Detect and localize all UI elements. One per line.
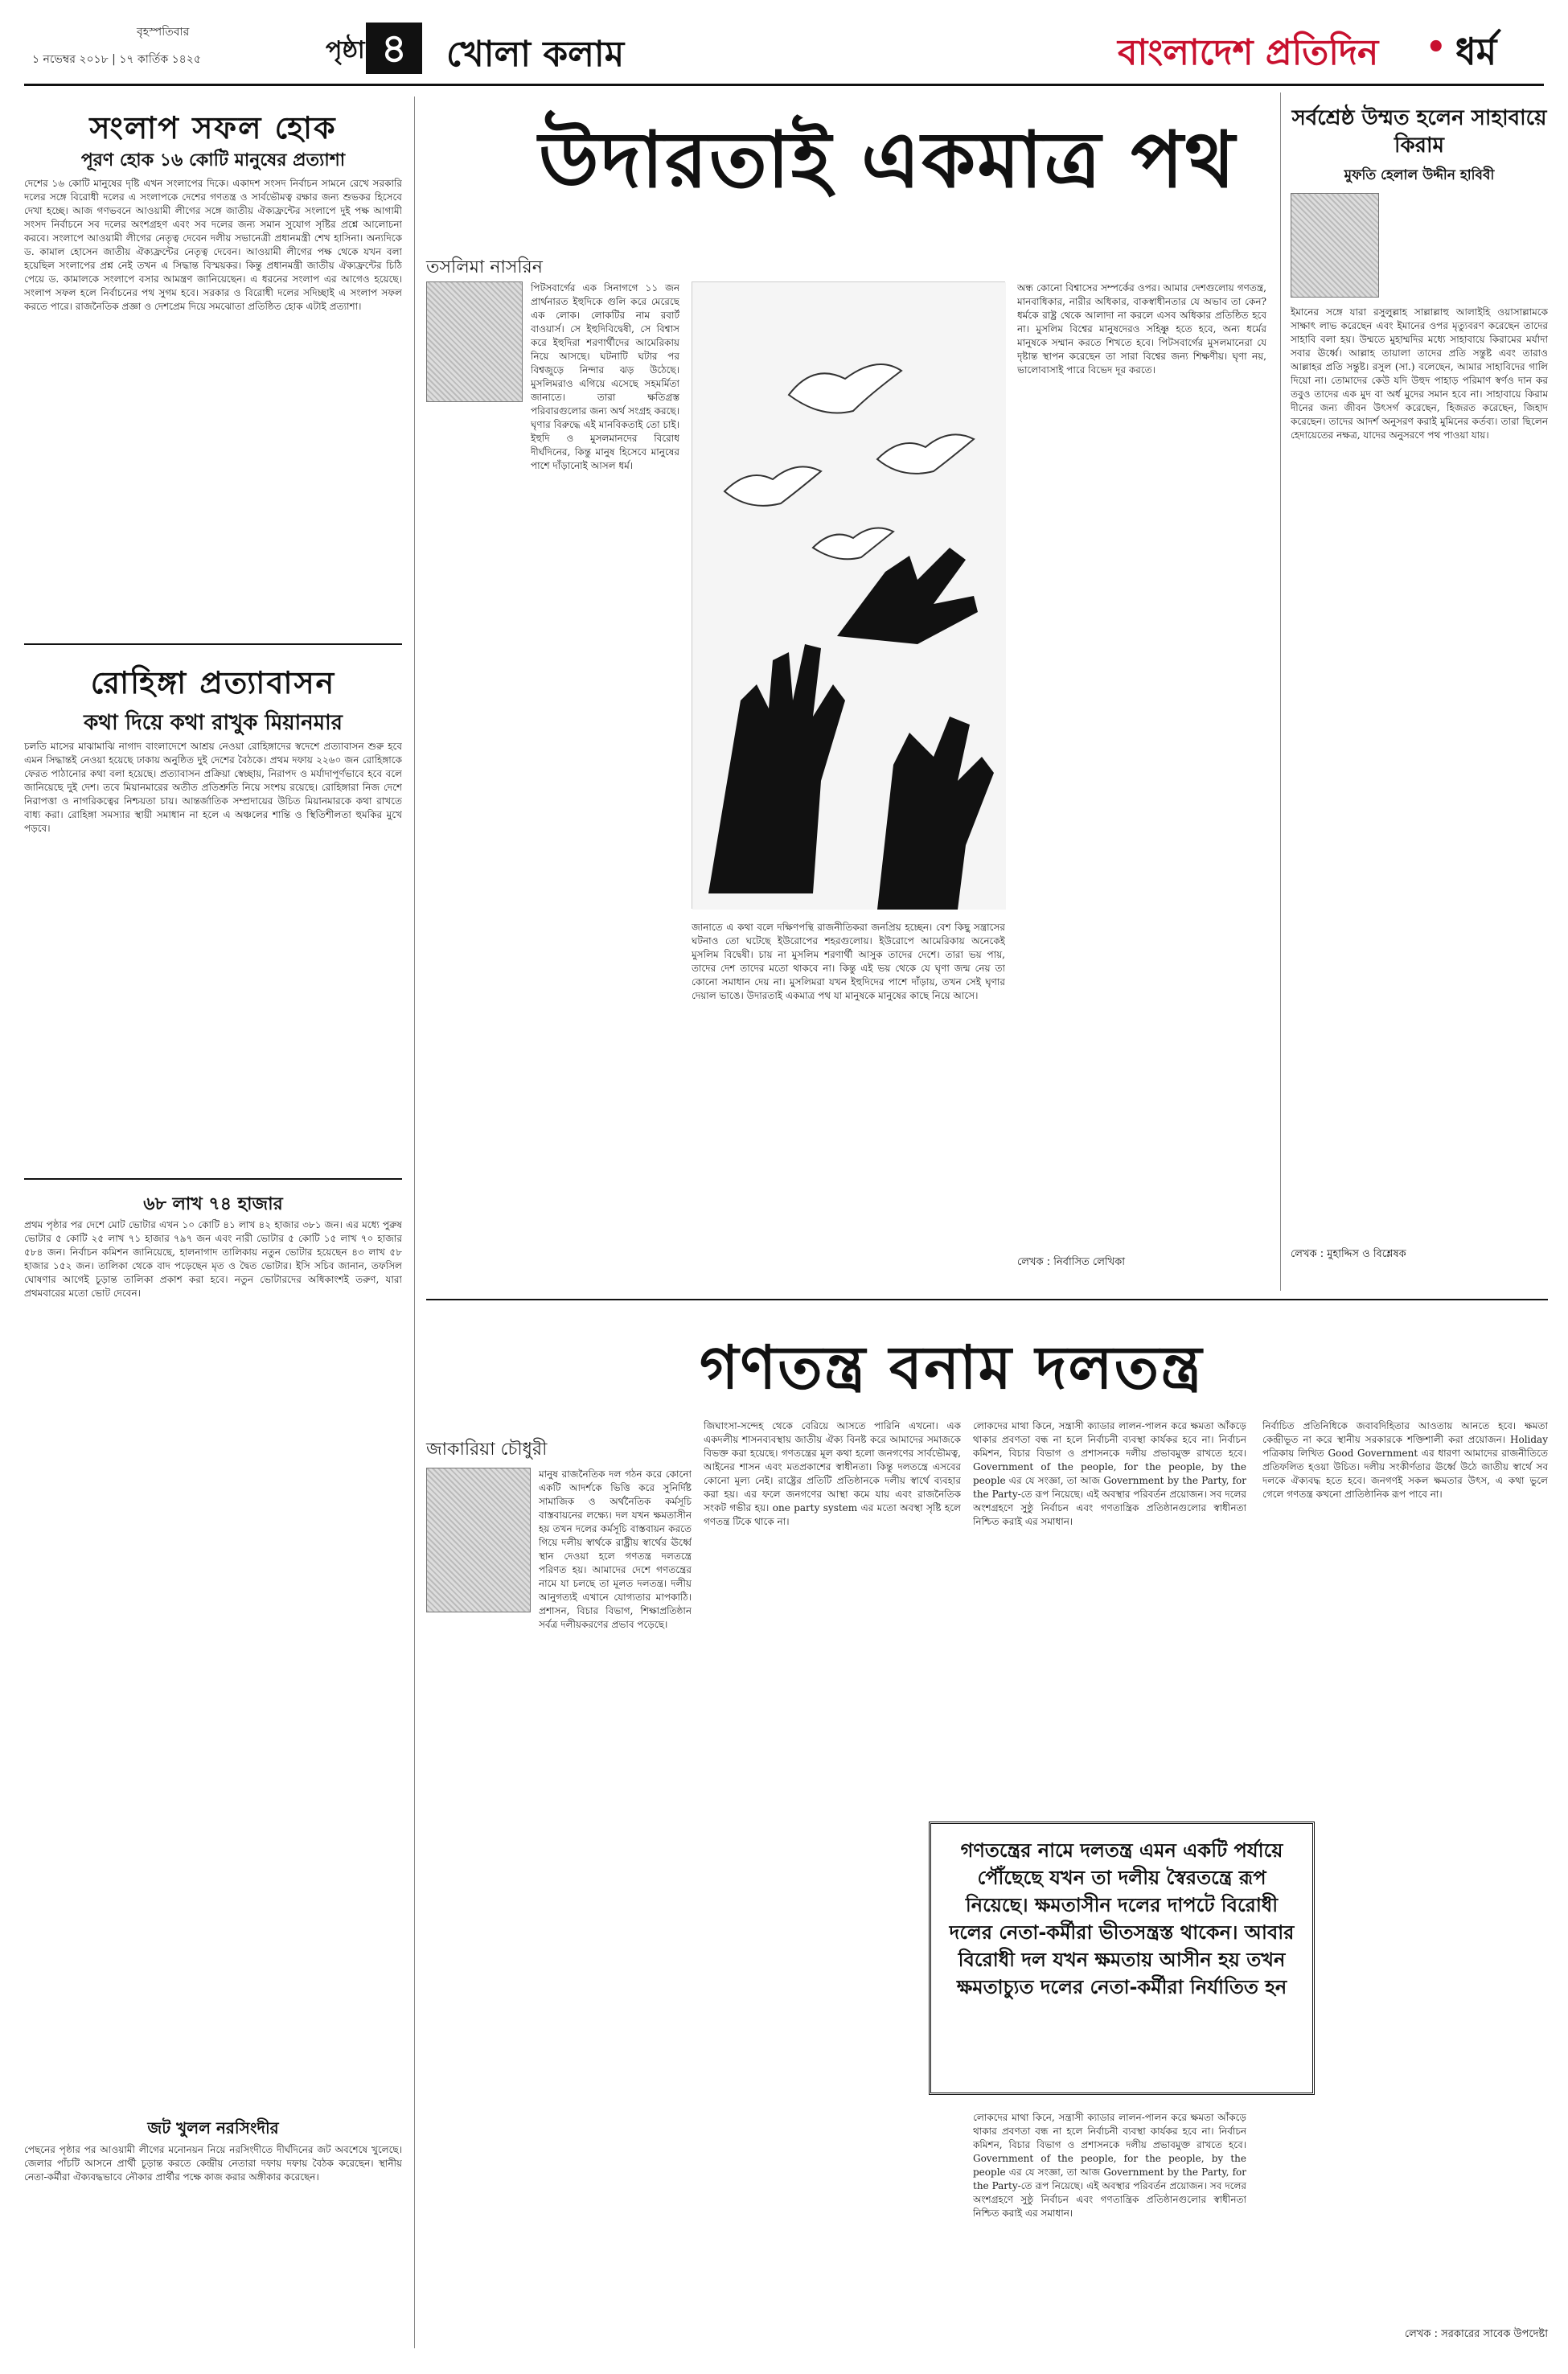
doves-hands-illustration (692, 281, 1005, 909)
news-1-title: ৬৮ লাখ ৭৪ হাজার (143, 1194, 283, 1214)
opinion-body-4: নির্বাচিত প্রতিনিধিকে জবাবদিহিতার আওতায় আনতে হবে। ক্ষমতা কেন্দ্রীভূত না করে স্থানীয় সরকারকে শক্তিশালী করা প্রয়োজন। Holiday পত্রিকায় লিখিত Good Government এর ধারণা আমাদের রাজনীতিতে প্রতিফলিত হওয়া উচিত। দলীয় সংকীর্ণতার ঊর্ধ্বে উঠে জাতীয় স্বার্থে সব দলকে ঐক্যবদ্ধ হতে হবে। জনগণই সকল ক্ষমতার উৎস, এ কথা ভুলে গেলে গণতন্ত্র কখনো প্রাতিষ্ঠানিক রূপ পাবে না। (1262, 1420, 1548, 1500)
pull-quote: গণতন্ত্রের নামে দলতন্ত্র এমন একটি পর্যায়ে পৌঁছেছে যখন তা দলীয় স্বৈরতন্ত্রে রূপ নিয়েছে। ক্ষমতাসীন দলের দাপটে বিরোধী দলের নেতা-কর্মীরা ভীতসন্ত্রস্ত থাকেন। আবার বিরোধী দল যখন ক্ষমতায় আসীন হয় তখন ক্ষমতাচ্যুত দলের নেতা-কর্মীরা নির্যাতিত হন (929, 1822, 1315, 2095)
religion-title: সর্বশ্রেষ্ঠ উম্মত হলেন সাহাবায়ে কিরাম (1291, 106, 1547, 158)
editorial-column (24, 97, 402, 2356)
opinion-body-3: লোকদের মাথা কিনে, সন্ত্রাসী ক্যাডার লালন-পালন করে ক্ষমতা আঁকড়ে থাকার প্রবণতা বন্ধ না হলে নির্বাচনী ব্যবস্থা কার্যকর হবে না। নির্বাচন কমিশন, বিচার বিভাগ ও প্রশাসনকে দলীয় প্রভাবমুক্ত রাখতে হবে। Government of the people, for the people, by the people এর যে সংজ্ঞা, তা আজ Government by the Party, for the Party-তে রূপ নিয়েছে। এই অবস্থার পরিবর্তন প্রয়োজন। সব দলের অংশগ্রহণে সুষ্ঠু নির্বাচন এবং গণতান্ত্রিক প্রতিষ্ঠানগুলোর স্বাধীনতা নিশ্চিত করাই এর সমাধান। (973, 1420, 1246, 1527)
religion-body: ইমানের সঙ্গে যারা রসুলুল্লাহ সাল্লাল্লাহু আলাইহি ওয়াসাল্লামকে সাক্ষাৎ লাভ করেছেন এবং ইমানের ওপর মৃত্যুবরণ করেছেন তাদের সাহাবি বলা হয়। উম্মতে মুহাম্মদির মধ্যে সাহাবায়ে কিরামের মর্যাদা সবার ঊর্ধ্বে। আল্লাহ তায়ালা তাদের প্রতি সন্তুষ্ট এবং তারাও আল্লাহর প্রতি সন্তুষ্ট। রসুল (সা.) বলেছেন, আমার সাহাবিদের গালি দিয়ো না। তোমাদের কেউ যদি উহুদ পাহাড় পরিমাণ স্বর্ণও দান কর তবুও তাদের এক মুদ বা অর্ধ মুদের সমান হবে না। সাহাবায়ে কিরাম দীনের জন্য জীবন উৎসর্গ করেছেন, হিজরত করেছেন, জিহাদ করেছেন। তাদের আদর্শ অনুসরণ করাই মুমিনের কর্তব্য। তারা ছিলেন হেদায়েতের নক্ষত্র, যাদের অনুসরণে পথ পাওয়া যায়। (1291, 306, 1548, 441)
issue-date: ১ নভেম্বর ২০১৮ | ১৭ কার্তিক ১৪২৫ (32, 53, 201, 66)
editorial-2-subtitle: কথা দিয়ে কথা রাখুক মিয়ানমার (84, 711, 343, 735)
opinion-title: গণতন্ত্র বনাম দলতন্ত্র (700, 1333, 1204, 1403)
feature-article (426, 92, 1270, 1291)
brand-section: ধর্ম (1455, 30, 1497, 73)
masthead-rule (24, 84, 1544, 86)
opinion-footer: লেখক : সরকারের সাবেক উপদেষ্টা (1404, 2328, 1548, 2340)
editorial-2-title: রোহিঙ্গা প্রত্যাবাসন (90, 665, 336, 700)
opinion-body-3b: লোকদের মাথা কিনে, সন্ত্রাসী ক্যাডার লালন-পালন করে ক্ষমতা আঁকড়ে থাকার প্রবণতা বন্ধ না হলে নির্বাচনী ব্যবস্থা কার্যকর হবে না। নির্বাচন কমিশন, বিচার বিভাগ ও প্রশাসনকে দলীয় প্রভাবমুক্ত রাখতে হবে। Government of the people, for the people, by the people এর যে সংজ্ঞা, তা আজ Government by the Party, for the Party-তে রূপ নিয়েছে। এই অবস্থার পরিবর্তন প্রয়োজন। সব দলের অংশগ্রহণে সুষ্ঠু নির্বাচন এবং গণতান্ত্রিক প্রতিষ্ঠানগুলোর স্বাধীনতা নিশ্চিত করাই এর সমাধান। (973, 2112, 1246, 2219)
feature-title: উদারতাই একমাত্র পথ (539, 115, 1237, 205)
page-number: ৪ (366, 23, 422, 74)
lower-section-rule (426, 1299, 1548, 1300)
religion-author-photo (1291, 193, 1379, 298)
left-column-rule (414, 97, 415, 2348)
editorial-2-body: চলতি মাসের মাঝামাঝি নাগাদ বাংলাদেশে আশ্রয় নেওয়া রোহিঙ্গাদের স্বদেশে প্রত্যাবাসন শুরু হবে এমন সিদ্ধান্তই নেওয়া হয়েছে ঢাকায় অনুষ্ঠিত দুই দেশের বৈঠকে। প্রথম দফায় ২২৬০ জন রোহিঙ্গাকে ফেরত পাঠানোর কথা বলা হয়েছে। প্রত্যাবাসন প্রক্রিয়া স্বেচ্ছায়, নিরাপদ ও মর্যাদাপূর্ণভাবে হবে বলে জানিয়েছে দুই দেশ। তবে মিয়ানমারের অতীত প্রতিশ্রুতি নিয়ে সংশয় রয়েছে। রোহিঙ্গারা নিজ দেশে নিরাপত্তা ও নাগরিকত্বের নিশ্চয়তা চায়। আন্তর্জাতিক সম্প্রদায়ের উচিত মিয়ানমারকে কথা রাখতে বাধ্য করা। রোহিঙ্গা সমস্যার স্থায়ী সমাধান না হলে এ অঞ্চলের শান্তি ও স্থিতিশীলতা হুমকির মুখে পড়বে। (24, 741, 402, 834)
opinion-body-1: মানুষ রাজনৈতিক দল গঠন করে কোনো একটি আদর্শকে ভিত্তি করে সুনির্দিষ্ট সামাজিক ও অর্থনৈতিক কর্মসূচি বাস্তবায়নের লক্ষ্যে। দল যখন ক্ষমতাসীন হয় তখন দলের কর্মসূচি বাস্তবায়ন করতে গিয়ে দলীয় স্বার্থকে রাষ্ট্রীয় স্বার্থের ঊর্ধ্বে স্থান দেওয়া হলে গণতন্ত্র দলতন্ত্রে পরিণত হয়। আমাদের দেশে গণতন্ত্রের নামে যা চলছে তা মূলত দলতন্ত্র। দলীয় আনুগত্যই এখানে যোগ্যতার মাপকাঠি। প্রশাসন, বিচার বিভাগ, শিক্ষাপ্রতিষ্ঠান সর্বত্র দলীয়করণের প্রভাব পড়েছে। (539, 1468, 692, 1630)
center-right-rule (1280, 92, 1281, 1291)
feature-body-1: পিটসবার্গের এক সিনাগগে ১১ জন প্রার্থনারত ইহুদিকে গুলি করে মেরেছে এক লোক। লোকটির নাম রবার্ট বাওয়ার্স। সে ইহুদিবিদ্বেষী, সে বিশ্বাস করে ইহুদিরা শরণার্থীদের আমেরিকায় নিয়ে আসছে। ঘটনাটি ঘটার পর বিশ্বজুড়ে নিন্দার ঝড় উঠেছে। মুসলিমরাও এগিয়ে এসেছে সহমর্মিতা জানাতে। তারা ক্ষতিগ্রস্ত পরিবারগুলোর জন্য অর্থ সংগ্রহ করছে। ঘৃণার বিরুদ্ধে এই মানবিকতাই তো চাই। ইহুদি ও মুসলমানদের বিরোধ দীর্ঘদিনের, কিন্তু মানুষ হিসেবে মানুষের পাশে দাঁড়ানোই আসল ধর্ম। (531, 282, 679, 471)
editorial-divider (24, 643, 402, 645)
opinion-article (426, 1307, 1548, 2352)
section-title: খোলা কলাম (446, 34, 625, 75)
masthead (0, 0, 1568, 88)
feature-body-3: অন্ধ কোনো বিশ্বাসের সম্পর্কের ওপর। আমার দেশগুলোয় গণতন্ত্র, মানবাধিকার, নারীর অধিকার, বাকস্বাধীনতার যে অভাব তা কেন? ধর্মকে রাষ্ট্র থেকে আলাদা না করলে এসব অধিকার প্রতিষ্ঠিত হবে না। মুসলিম বিশ্বের মানুষদেরও সহিষ্ণু হতে হবে, অন্য ধর্মের মানুষকে সম্মান করতে শিখতে হবে। পিটসবার্গের মুসলমানেরা যে দৃষ্টান্ত স্থাপন করেছেন তা সারা বিশ্বের জন্য শিক্ষণীয়। ঘৃণা নয়, ভালোবাসাই পারে বিভেদ দূর করতে। (1017, 282, 1266, 376)
feature-author: তসলিমা নাসরিন (426, 257, 543, 277)
news-2-title: জট খুলল নরসিংদীর (147, 2118, 279, 2138)
left-divider-2 (24, 1178, 402, 1180)
page-label: পৃষ্ঠা (326, 36, 365, 64)
issue-day: বৃহস্পতিবার (137, 26, 190, 39)
religion-author: মুফতি হেলাল উদ্দীন হাবিবী (1344, 167, 1495, 183)
feature-footer: লেখক : নির্বাসিত লেখিকা (1017, 1256, 1125, 1268)
opinion-author: জাকারিয়া চৌধুরী (426, 1440, 548, 1460)
editorial-1-subtitle: পূরণ হোক ১৬ কোটি মানুষের প্রত্যাশা (80, 150, 346, 170)
opinion-author-photo (426, 1468, 531, 1612)
editorial-1-body: দেশের ১৬ কোটি মানুষের দৃষ্টি এখন সংলাপের দিকে। একাদশ সংসদ নির্বাচন সামনে রেখে সরকারি দলের সঙ্গে বিরোধী দলের এ সংলাপকে দেশের গণতন্ত্র ও সার্বভৌমত্ব রক্ষার জন্য শুভকর হিসেবে দেখা হচ্ছে। আজ গণভবনে আওয়ামী লীগের সঙ্গে জাতীয় ঐক্যফ্রন্টের সংলাপে দুই পক্ষ আগামী সংসদ নির্বাচনে সব দলের অংশগ্রহণ এবং সব দলের জন্য সমান সুযোগ সৃষ্টির প্রশ্নে আলোচনা করবে। সংলাপে আওয়ামী লীগের নেতৃত্ব দেবেন দলীয় সভানেত্রী প্রধানমন্ত্রী শেখ হাসিনা। অন্যদিকে ড. কামাল হোসেন জাতীয় ঐক্যফ্রন্টের নেতৃত্ব দেবেন। আওয়ামী লীগের পক্ষ থেকে যখন বলা হয়েছিল সংলাপের প্রশ্ন নেই তখন এ সিদ্ধান্ত বিস্ময়কর। কিন্তু প্রধানমন্ত্রী জাতীয় ঐক্যফ্রন্টের চিঠি পেয়ে ড. কামালকে সংলাপে বসার আমন্ত্রণ জানিয়েছেন। এ ধরনের সংলাপ এর আগেও হয়েছে। সংলাপ সফল হলে নির্বাচনের পথ সুগম হবে। সরকার ও বিরোধী দলের সদিচ্ছাই এ সংলাপ সফল করতে পারে। রাজনৈতিক প্রজ্ঞা ও দেশপ্রেম দিয়ে সমঝোতা প্রতিষ্ঠিত হোক এটাই প্রত্যাশা। (24, 178, 402, 312)
feature-body-2: জানাতে এ কথা বলে দক্ষিণপন্থি রাজনীতিকরা জনপ্রিয় হচ্ছেন। বেশ কিছু সন্ত্রাসের ঘটনাও তো ঘটেছে ইউরোপের শহরগুলোয়। ইউরোপে আমেরিকায় অনেকেই মুসলিম বিদ্বেষী। চায় না মুসলিম শরণার্থী আসুক তাদের দেশে। তারা ভয় পায়, তাদের দেশ তাদের মতো থাকবে না। কিন্তু এই ভয় থেকে যে ঘৃণা জন্ম নেয় তা কোনো সমাধান দেয় না। মুসলিমরা যখন ইহুদিদের পাশে দাঁড়ায়, তখন সেই ঘৃণার দেয়াল ভাঙে। উদারতাই একমাত্র পথ যা মানুষকে মানুষের কাছে নিয়ে আসে। (692, 922, 1005, 1001)
news-1-body: প্রথম পৃষ্ঠার পর দেশে মোট ভোটার এখন ১০ কোটি ৪১ লাখ ৪২ হাজার ৩৮১ জন। এর মধ্যে পুরুষ ভোটার ৫ কোটি ২৫ লাখ ৭১ হাজার ৭৯৭ জন এবং নারী ভোটার ৫ কোটি ১৫ লাখ ৭০ হাজার ৫৮৪ জন। নির্বাচন কমিশন জানিয়েছে, হালনাগাদ তালিকায় নতুন ভোটার হয়েছেন ৪৩ লাখ ৫৮ হাজার ১৫২ জন। তালিকা থেকে বাদ পড়েছেন মৃত ও দ্বৈত ভোটার। ইসি সচিব জানান, তফসিল ঘোষণার আগেই চূড়ান্ত তালিকা প্রকাশ করা হবে। নতুন ভোটারদের অধিকাংশই তরুণ, যারা প্রথমবারের মতো ভোট দেবেন। (24, 1219, 402, 1299)
religion-article (1291, 97, 1548, 1287)
author-photo (426, 281, 523, 402)
news-2-body: পেছনের পৃষ্ঠার পর আওয়ামী লীগের মনোনয়ন নিয়ে নরসিংদীতে দীর্ঘদিনের জট অবশেষে খুলেছে। জেলার পাঁচটি আসনে প্রার্থী চূড়ান্ত করতে কেন্দ্রীয় নেতারা দফায় দফায় বৈঠক করেছেন। স্থানীয় নেতা-কর্মীরা ঐক্যবদ্ধভাবে নৌকার প্রার্থীর পক্ষে কাজ করার অঙ্গীকার করেছেন। (24, 2144, 402, 2183)
brand-dot: • (1426, 29, 1447, 66)
editorial-1-title: সংলাপ সফল হোক (89, 110, 337, 146)
religion-footer: লেখক : মুহাদ্দিস ও বিশ্লেষক (1291, 1248, 1406, 1260)
brand-name: বাংলাদেশ প্রতিদিন (1118, 32, 1379, 73)
opinion-body-2: জিঘাংসা-সন্দেহ থেকে বেরিয়ে আসতে পারিনি এখনো। এক একদলীয় শাসনব্যবস্থায় জাতীয় ঐক্য বিনষ্ট করে আমাদের সমাজকে বিভক্ত করা হয়েছে। গণতন্ত্রের মূল কথা হলো জনগণের সার্বভৌমত্ব, আইনের শাসন এবং মতপ্রকাশের স্বাধীনতা। কিন্তু দলতন্ত্রে এসবের কোনো মূল্য নেই। রাষ্ট্রের প্রতিটি প্রতিষ্ঠানকে দলীয় স্বার্থে ব্যবহার করা হয়। এর ফলে জনগণের আস্থা কমে যায় এবং রাজনৈতিক সংকট গভীর হয়। one party system এর মতো অবস্থা সৃষ্টি হলে গণতন্ত্র টিকে থাকে না। (704, 1420, 961, 1527)
